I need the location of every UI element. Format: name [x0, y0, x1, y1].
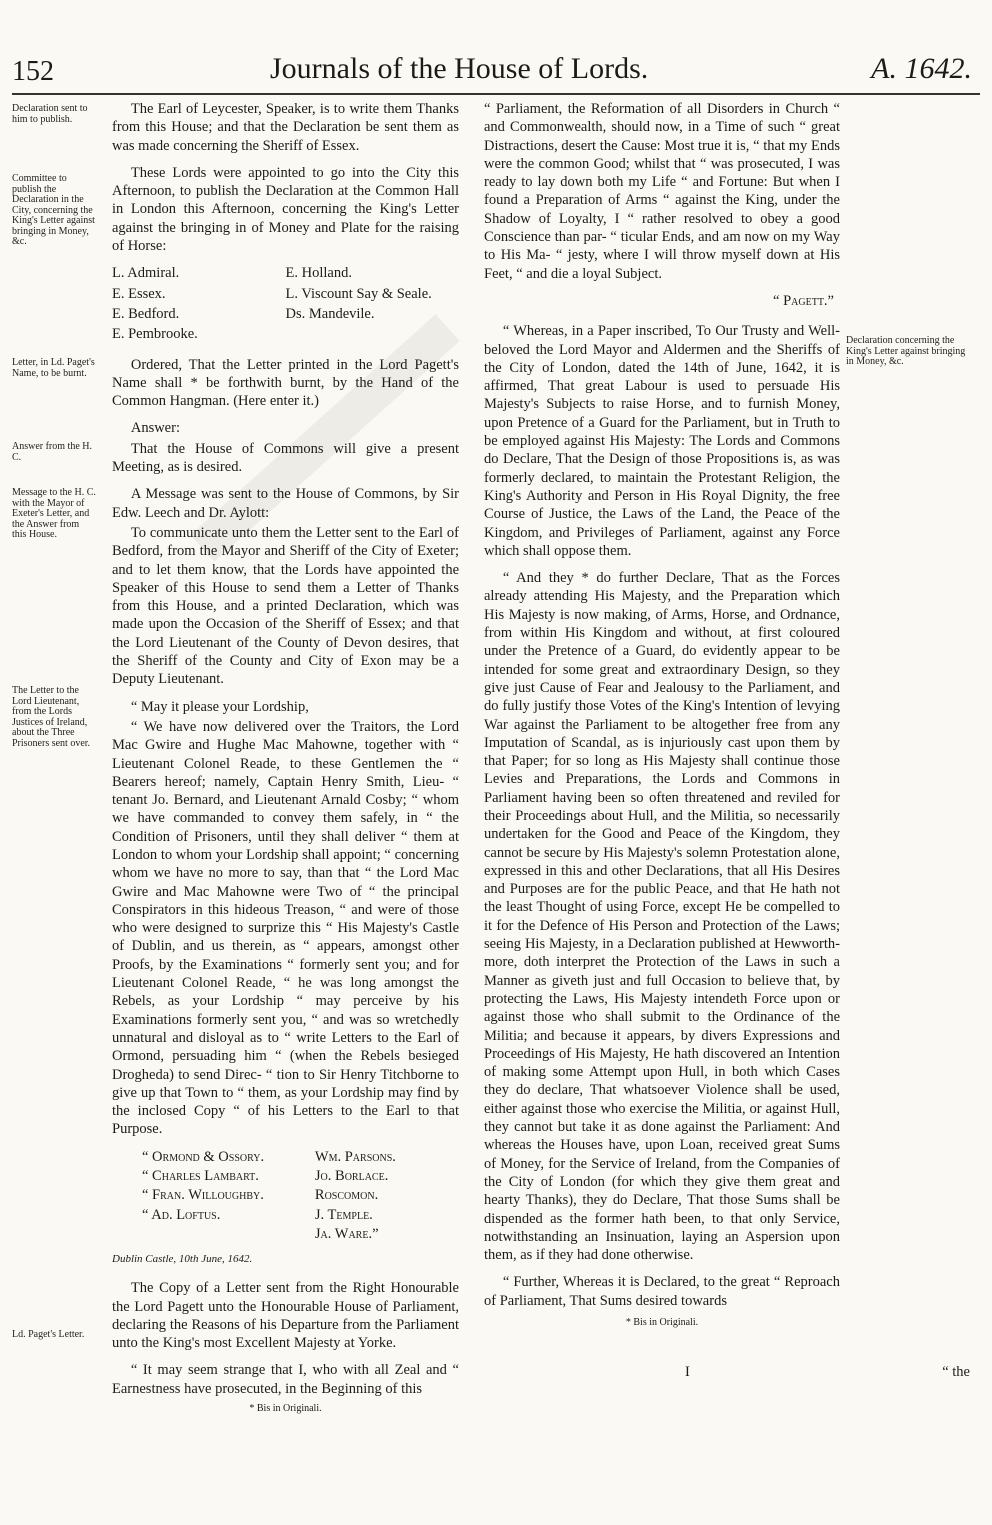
catchword: “ the	[942, 1364, 970, 1380]
paragraph: That the House of Commons will give a present Meeting, as is desired.	[112, 440, 459, 476]
signature: Wm. Parsons.	[314, 1148, 396, 1165]
paragraph: The Earl of Leycester, Speaker, is to write them Thanks from this House; and that the Declaration be sent them as was made concerning the Sheriff of Essex.	[112, 101, 459, 154]
lord-name	[286, 325, 460, 343]
header-rule	[12, 93, 980, 95]
left-column	[112, 100, 459, 1418]
letter-salutation: “ May it please your Lordship,	[130, 698, 309, 715]
lord-name: E. Bedford.	[112, 305, 180, 322]
signatures	[142, 1148, 459, 1243]
paragraph: “ Whereas, in a Paper inscribed, To Our Trusty and Well-beloved the Lord Mayor and Aldermen and the Sheriffs of the City of London, dated the 14th of June, 1642, it is affirmed, That great Labour is used to persuade His Majesty's Subjects to raise Horse, and to furnish Money, upon Pretence of a Guard for the Parliament, but in Truth to be employed against His Majesty: The Lords and Commons do Declare, That the Design of those Propositions is, as was formerly declared, to maintain the Protestant Religion, the King's Authority and Person in His Royal Dignity, the free Course of Justice, the Laws of the Land, the Peace of the Kingdom, and Privileges of Parliament, against any Force which shall oppose them.	[484, 323, 840, 559]
margin-note: Message to the H. C. with the Mayor of Exeter's Letter, and the Answer from this House.	[12, 487, 96, 540]
lord-name: E. Essex.	[112, 285, 166, 302]
signature: “ Ormond & Ossory.	[142, 1148, 265, 1165]
margin-note: Answer from the H. C.	[12, 441, 92, 463]
footnote: * Bis in Originali.	[625, 1317, 699, 1328]
margin-note: The Letter to the Lord Lieutenant, from the Lords Justices of Ireland, about the Three Prisoners sent over.	[12, 685, 91, 749]
margin-note: Letter, in Ld. Paget's Name, to be burnt.	[12, 357, 95, 379]
page-title: Journals of the House of Lords.	[270, 52, 649, 85]
margin-note: Committee to publish the Declaration in the City, concerning the King's Letter against bringing in Money, &c.	[12, 173, 95, 247]
lord-name: E. Pembrooke.	[112, 326, 198, 343]
signature: “ Ad. Loftus.	[142, 1206, 221, 1223]
signature	[142, 1225, 315, 1243]
dateline: Dublin Castle, 10th June, 1642.	[112, 1253, 253, 1266]
lords-list	[112, 264, 459, 343]
margin-note: Ld. Paget's Letter.	[12, 1329, 85, 1340]
lord-name: L. Admiral.	[112, 265, 180, 282]
answer-label: Answer:	[130, 420, 180, 437]
margin-note: Declaration concerning the King's Letter against bringing in Money, &c.	[846, 335, 966, 367]
page-year: A. 1642.	[871, 52, 972, 85]
paragraph: These Lords were appointed to go into the City this Afternoon, to publish the Declaration at the Common Hall in London this Afternoon, concerning the King's Letter against the bringing in of Money and Plate for the raising of Horse:	[112, 164, 459, 255]
letter-signature: “ Pagett.”	[773, 292, 834, 309]
signature: Ja. Ware.”	[314, 1225, 379, 1242]
right-column	[484, 100, 840, 1332]
paragraph: The Copy of a Letter sent from the Right Honourable the Lord Pagett unto the Honourable House of Parliament, declaring the Reasons of his Departure from the Parliament unto the King's most Excellent Majesty at Yorke.	[112, 1280, 459, 1352]
page-number: 152	[12, 56, 54, 87]
footnote: * Bis in Originali.	[249, 1403, 322, 1414]
margin-note: Declaration sent to him to publish.	[12, 103, 88, 125]
lord-name: Ds. Mandevile.	[285, 305, 375, 322]
letter-body: “ We have now delivered over the Traitors, the Lord Mac Gwire and Hughe Mac Mahowne, together with “ Lieutenant Colonel Reade, to these Gentlemen the “ Bearers hereof; namely, Captain Henry Smith, Lieu- “ tenant Jo. Bernard, and Lieutenant Arnald Cosby; “ whom we have commanded to convey them safely, in “ the Condition of Prisoners, until they shall deliver “ them at London to whom your Lordship shall appoint; “ concerning whom we have no more to say, than that “ the Lord Mac Gwire and Mac Mahowne were Two of “ the principal Conspirators in this hideous Treason, “ and were of those who were designed to surprize this “ His Majesty's Castle of Dublin, and us therein, as “ appears, amongst other Proofs, by the Examinations “ formerly sent you; and for Lieutenant Colonel Reade, “ he was long amongst the Rebels, as your Lordship “ may perceive by his Examinations formerly sent you, “ and was so wretchedly unnatural and disloyal as to “ write Letters to the Earl of Ormond, persuading him “ (when the Rebels besieged Drogheda) to send Direc- “ tion to Sir Henry Titchborne to give up that Town to “ them, as your Lordship may find by the inclosed Copy “ of his Letters to the Earl to that Purpose.	[112, 718, 459, 1138]
signature-mark: I	[685, 1364, 690, 1380]
signature: J. Temple.	[314, 1206, 373, 1223]
order-paragraph: Ordered, That the Letter printed in the Lord Pagett's Name shall * be forthwith burnt, by the Hand of the Common Hangman. (Here enter it.)	[112, 356, 459, 410]
paragraph: “ And they * do further Declare, That as the Forces already attending His Majesty, and the Preparation which His Majesty is now making, of Arms, Horse, and Ordnance, from within His Kingdom and without, at first coloured under the Pretence of a Guard, do evidently appear to be intended for some great and extraordinary Design, so they give just Cause of Fear and Jealousy to the Parliament, and do fully justify those Votes of the King's Intention of levying War against the Parliament to be altogether free from any Imputation of Scandal, as is injuriously cast upon them by that Paper; for so long as His Majesty shall continue those Levies and Preparations, the Lords and Commons in Parliament having been so often threatened and reviled for their Proceedings about Hull, and the Militia, so necessarily undertaken for the Good and Peace of the Kingdom, they cannot be secure by His Majesty's solemn Protestation alone, expressed in this and other Declarations, that all His Desires and Purposes are for the public Peace, and that He hath not the least Thought of using Force, except He be compelled to it for the Defence of His Person and Protection of the Laws; seeing His Majesty, in a Declaration published at Hewworth-more, doth interpret the Protection of the Laws in such a Manner as giveth just and full Occasion to believe that, by protecting the Laws, His Majesty intendeth Force upon or against those who shall submit to the Ordinance of the Militia; and because it appears, by divers Expressions and Proceedings of His Majesty, He hath discovered an Intention of making some Attempt upon Hull, in both which Cases they do declare, That whatsoever Violence shall be used, either against those who exercise the Militia, or against Hull, they cannot but take it as done against the Parliament: And whereas the Houses have, upon Loan, received great Sums of Money, for the Service of Ireland, from the Companies of the City of London (for which they give them great and hearty Thanks), they do Declare, That those Sums shall be dispended as the former hath been, to that only Service, notwithstanding an Insinuation, laying an Aspersion upon them, as if they had done otherwise.	[484, 570, 840, 1264]
lord-name: E. Holland.	[285, 265, 352, 282]
paragraph: A Message was sent to the House of Commons, by Sir Edw. Leech and Dr. Aylott:	[112, 486, 459, 521]
paragraph: “ It may seem strange that I, who with all Zeal and “ Earnestness have prosecuted, in the Beginning of this	[112, 1362, 459, 1397]
signature: Jo. Borlace.	[314, 1168, 389, 1185]
paragraph: “ Further, Whereas it is Declared, to the great “ Reproach of Parliament, That Sums desired towards	[484, 1274, 840, 1309]
page-header	[0, 46, 992, 92]
signature: “ Fran. Willoughby.	[142, 1187, 264, 1204]
signature: Roscomon.	[314, 1187, 379, 1204]
paragraph: To communicate unto them the Letter sent to the Earl of Bedford, from the Mayor and Sheriff of the City of Exeter; and to let them know, that the Lords have appointed the Speaker of this House to send them a Letter of Thanks from this House, and a printed Declaration, which was made upon the Occasion of the Sheriff of Essex; and that the Lord Lieutenant of the County of Devon desires, that the Sheriff of the County and City of Exon may be a Deputy Lieutenant.	[112, 524, 459, 688]
signature: “ Charles Lambart.	[142, 1168, 259, 1185]
paragraph: “ Parliament, the Reformation of all Disorders in Church “ and Commonwealth, should now, in a Time of such “ great Distractions, desert the Cause: Most true it is, “ that my Ends were the common Good; whilst that “ was prosecuted, I was ready to lay down both my Life “ and Fortune: But when I found a Preparation of Arms “ against the King, under the Shadow of Loyalty, I “ rather resolved to obey a good Conscience than par- “ ticular Ends, and am now on my Way to His Ma- “ jesty, where I will throw myself down at His Feet, “ and die a loyal Subject.	[484, 101, 840, 282]
lord-name: L. Viscount Say & Seale.	[285, 285, 432, 302]
